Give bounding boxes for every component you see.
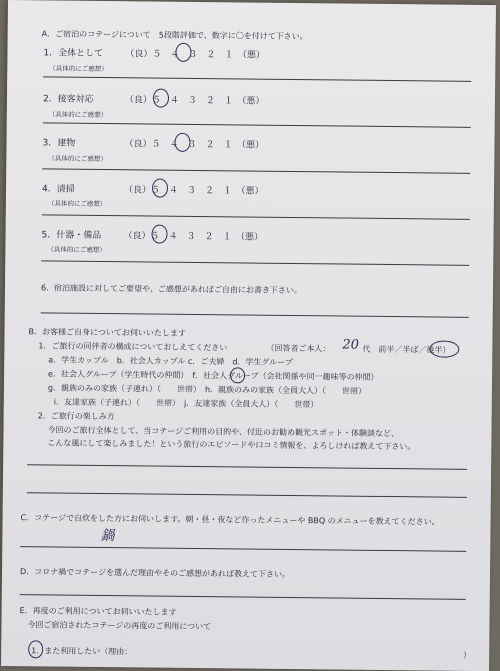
respondent-label: （回答者ご本人： xyxy=(266,343,331,354)
selected-option-circle xyxy=(230,367,245,383)
selected-rating-circle xyxy=(175,43,191,62)
detail-label: （具体的にご感想） xyxy=(47,245,106,255)
option-line: a．学生カップル b．社会人カップル c．ご夫婦 d．学生グループ xyxy=(48,355,293,368)
handwritten-answer: 鍋 xyxy=(100,527,115,545)
item-label: 1．全体として xyxy=(43,48,104,59)
item-label: 5．什器・備品 xyxy=(41,230,102,241)
option-line: i．友達家族（子連れ）（ 世帯） j．友達家族（全員大人）（ 世帯） xyxy=(53,397,319,410)
detail-label: （具体的にご感想） xyxy=(47,199,107,209)
selected-rating-circle xyxy=(153,89,169,108)
option-line: g．親族のみの家族（子連れ）（ 世帯） h．親族のみの家族（全員大人）（ 世帯） xyxy=(47,383,367,396)
section-d-question: D．コロナ禍でコテージを選んだ理由やそのご感想があれば教えて下さい。 xyxy=(19,567,291,579)
repeat-use-option: 1．また利用したい（理由： xyxy=(31,646,133,657)
selected-rating-circle xyxy=(152,179,168,198)
section-c-question: C．コテージで自炊をした方にお伺いします。朝・昼・夜など作ったメニューや BBQ のメニューを教えてください。 xyxy=(20,513,440,527)
survey-sheet xyxy=(1,0,496,671)
answer-line xyxy=(42,214,470,219)
answer-line xyxy=(43,122,471,127)
answer-line xyxy=(27,464,467,470)
rating-scale: （良）５ ４ ３ ２ １ （悪） xyxy=(123,231,264,243)
detail-label: （具体的にご感想） xyxy=(48,154,107,164)
answer-line xyxy=(20,546,466,552)
answer-line xyxy=(41,312,469,317)
respondent-age: 20 xyxy=(342,337,360,353)
question-6: 6．宿泊施設に対してご要望や、ご感想があればご自由にお書き下さい。 xyxy=(40,283,302,296)
repeat-use-close: ） xyxy=(463,650,472,660)
answer-line xyxy=(42,168,470,173)
rating-scale: （良）５ ４ ３ ２ １ （悪） xyxy=(124,95,265,107)
option-line: e．社会人グループ（学生時代の仲間） f．社会人グループ（会社関係や同一趣味等の仲間） xyxy=(48,369,379,382)
selected-rating-circle xyxy=(151,225,167,244)
rating-scale: （良）５ ４ ３ ２ １ （悪） xyxy=(124,139,265,151)
section-b-heading: B．お客様ご自身についてお伺いいたします xyxy=(28,327,186,338)
age-suffix: 代 前半／半ば／後半） xyxy=(362,344,451,355)
section-a-intro: A．ご宿泊のコテージについて 5段階評価で、数字に〇を付けて下さい。 xyxy=(41,29,308,42)
question-b2-text: 今回のご旅行全体として、当コテージご利用の目的や、付近のお勧め観光スポット・体験談など、 xyxy=(47,425,400,439)
detail-label: （具体的にご感想） xyxy=(49,64,108,74)
item-label: 2．接客対応 xyxy=(42,94,94,105)
answer-line xyxy=(20,594,466,600)
answer-line xyxy=(43,76,471,81)
item-label: 4．清掃 xyxy=(41,184,75,195)
selected-option-circle xyxy=(28,640,43,658)
rating-scale: （良）５ ４ ３ ２ １ （悪） xyxy=(123,185,264,197)
item-label: 3．建物 xyxy=(42,138,76,149)
question-b2: 2．ご旅行の楽しみ方 xyxy=(37,411,115,422)
answer-line xyxy=(27,492,467,498)
question-b1: 1．ご旅行の同伴者の構成についておしえてください xyxy=(38,341,228,353)
answer-line xyxy=(41,260,469,265)
question-b2-text: こんな風にして楽しみました！という旅行のエピソードや口コミ情報を、よろしければ教えて下さい。 xyxy=(47,438,416,452)
rating-scale: （良）５ ４ ３ ２ １ （悪） xyxy=(125,49,265,61)
section-e-heading: E．再度のご利用についてお伺いいたします xyxy=(19,606,177,617)
section-e-subheading: 今回ご宿泊されたコテージの再度のご利用について xyxy=(27,620,212,632)
detail-label: （具体的にご感想） xyxy=(48,110,108,120)
selected-age-circle xyxy=(429,340,459,357)
